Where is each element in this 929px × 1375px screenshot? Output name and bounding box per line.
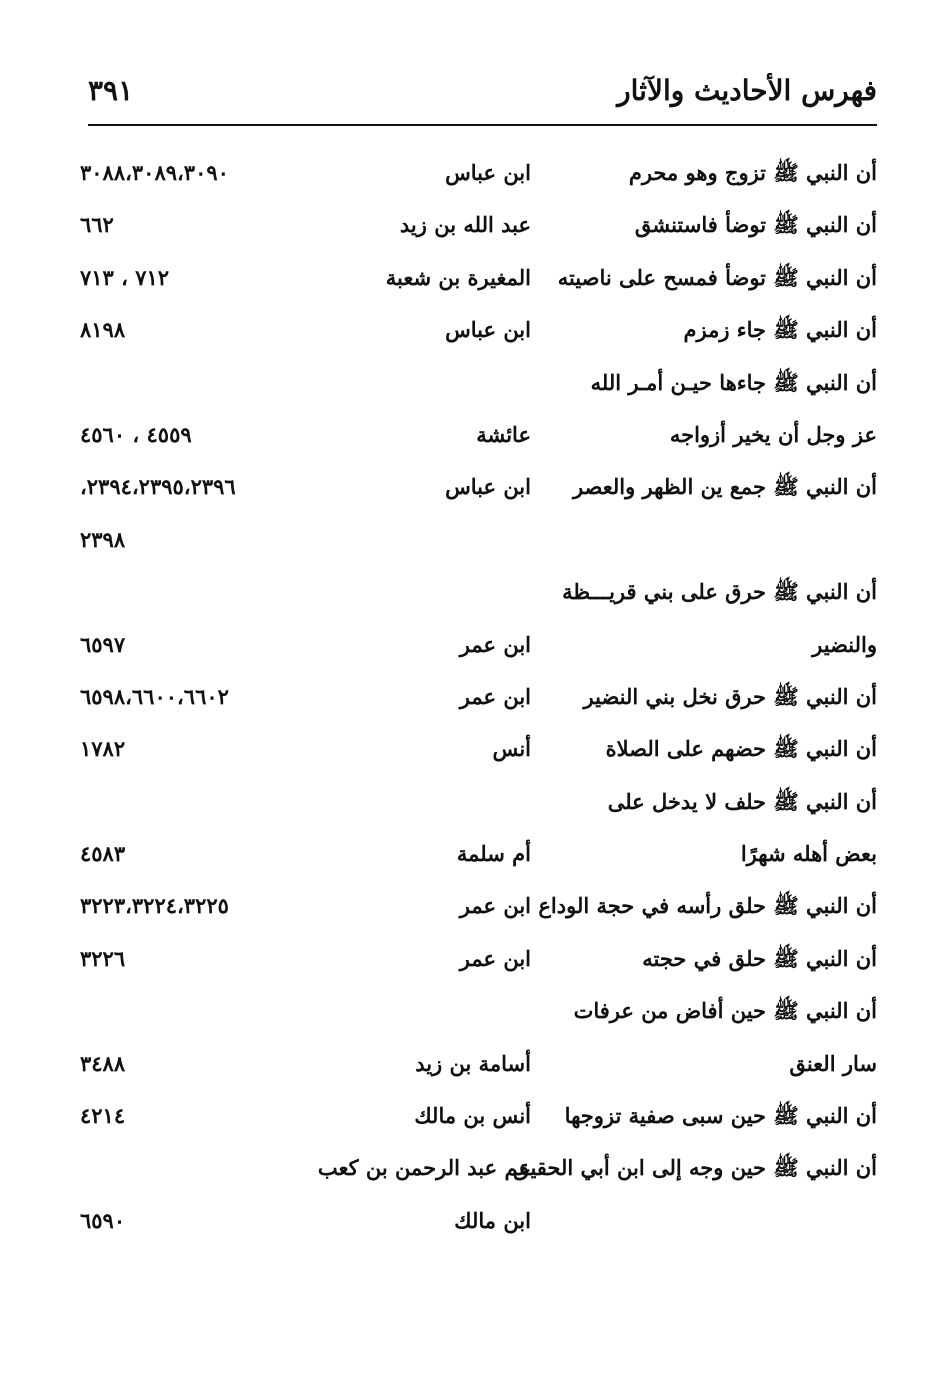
- entry-numbers: ٧١٢ ، ٧١٣: [80, 264, 170, 290]
- page-title: فهرس الأحاديث والآثار: [617, 74, 877, 107]
- entry-text: أن النبي ﷺ جمع ين الظهر والعصر: [572, 474, 877, 500]
- entry-text: أن النبي ﷺ حين سبى صفية تزوجها: [564, 1103, 877, 1129]
- entry-text: أن النبي ﷺ حين وجه إلى ابن أبي الحقيق: [512, 1155, 877, 1181]
- index-entry: [0, 724, 929, 776]
- index-entry: [0, 148, 929, 200]
- entry-numbers: ٣٠٨٨،٣٠٨٩،٣٠٩٠: [80, 160, 229, 185]
- entry-numbers: ٦٦٢: [80, 212, 114, 238]
- entry-narrator: ابن عباس: [445, 160, 531, 185]
- entry-numbers: ٤٢١٤: [80, 1103, 126, 1129]
- entry-narrator: أنس بن مالك: [414, 1103, 531, 1129]
- entry-narrator: أنس: [492, 736, 531, 762]
- entry-numbers: ٤٥٥٩ ، ٤٥٦٠: [80, 421, 192, 447]
- entry-numbers: ٣٤٨٨: [80, 1050, 126, 1076]
- entry-numbers: ٣٢٢٣،٣٢٢٤،٣٢٢٥: [80, 893, 229, 919]
- entry-narrator: ابن مالك: [454, 1207, 531, 1233]
- entry-text: والنضير: [812, 631, 877, 657]
- entry-text: أن النبي ﷺ تزوج وهو محرم: [628, 160, 877, 185]
- index-entry: [0, 620, 929, 672]
- entry-text: أن النبي ﷺ حرق على بني قريـــظة: [562, 579, 877, 605]
- entry-text: أن النبي ﷺ جاء زمزم: [683, 317, 877, 343]
- entry-narrator: عم عبد الرحمن بن كعب: [317, 1155, 531, 1181]
- entry-numbers: ٤٥٨٣: [80, 841, 126, 867]
- index-entry: [0, 934, 929, 986]
- entry-numbers: ٦٥٩٠: [80, 1207, 126, 1233]
- index-entry: [0, 1196, 929, 1248]
- header-rule: [88, 124, 877, 126]
- index-entry: [0, 1143, 929, 1195]
- index-entry: [0, 1091, 929, 1143]
- entry-text: أن النبي ﷺ جاءها حيـن أمـر الله: [590, 369, 877, 395]
- entry-numbers: ٣٢٢٦: [80, 945, 126, 971]
- entry-numbers: ٦٥٩٨،٦٦٠٠،٦٦٠٢: [80, 683, 229, 709]
- index-entry: [0, 672, 929, 724]
- index-entry: [0, 829, 929, 881]
- hadith-index-list: [0, 148, 929, 1248]
- entry-text: أن النبي ﷺ حلق رأسه في حجة الوداع: [538, 893, 877, 919]
- entry-narrator: ابن عباس: [445, 317, 531, 343]
- entry-text: بعض أهله شهرًا: [740, 841, 877, 867]
- entry-text: سار العنق: [789, 1050, 877, 1076]
- page-number: ٣٩١: [88, 74, 134, 107]
- entry-numbers: ٨١٩٨: [80, 317, 126, 343]
- entry-narrator: أم سلمة: [456, 841, 531, 867]
- entry-numbers: ٦٥٩٧: [80, 631, 126, 657]
- index-entry: [0, 410, 929, 462]
- index-entry: [0, 567, 929, 619]
- page-header: [88, 70, 877, 126]
- entry-narrator: أسامة بن زيد: [415, 1050, 531, 1076]
- entry-narrator: ابن عمر: [459, 683, 531, 709]
- index-entry: [0, 515, 929, 567]
- entry-numbers: ١٧٨٢: [80, 736, 126, 762]
- entry-text: أن النبي ﷺ توضأ فمسح على ناصيته: [557, 264, 877, 290]
- entry-narrator: عبد الله بن زيد: [399, 212, 531, 238]
- index-entry: [0, 881, 929, 933]
- entry-numbers: ٢٣٩٨: [80, 526, 126, 552]
- entry-numbers: ٢٣٩٤،٢٣٩٥،٢٣٩٦،: [80, 474, 236, 500]
- entry-text: أن النبي ﷺ حرق نخل بني النضير: [583, 683, 877, 709]
- entry-text: أن النبي ﷺ حلف لا يدخل على: [607, 788, 877, 814]
- index-entry: [0, 777, 929, 829]
- entry-text: أن النبي ﷺ توضأ فاستنشق: [634, 212, 877, 238]
- entry-text: أن النبي ﷺ حلق في حجته: [642, 945, 877, 971]
- entry-text: أن النبي ﷺ حضهم على الصلاة: [605, 736, 877, 762]
- entry-narrator: ابن عمر: [459, 893, 531, 919]
- entry-narrator: ابن عمر: [459, 945, 531, 971]
- entry-narrator: عائشة: [476, 421, 531, 447]
- entry-text: أن النبي ﷺ حين أفاض من عرفات: [573, 998, 877, 1024]
- entry-narrator: المغيرة بن شعبة: [385, 264, 531, 290]
- index-entry: [0, 358, 929, 410]
- entry-narrator: ابن عباس: [445, 474, 531, 500]
- index-entry: [0, 253, 929, 305]
- index-entry: [0, 986, 929, 1038]
- index-entry: [0, 305, 929, 357]
- entry-text: عز وجل أن يخير أزواجه: [669, 421, 877, 447]
- index-entry: [0, 1039, 929, 1091]
- index-entry: [0, 200, 929, 252]
- index-entry: [0, 462, 929, 514]
- entry-narrator: ابن عمر: [459, 631, 531, 657]
